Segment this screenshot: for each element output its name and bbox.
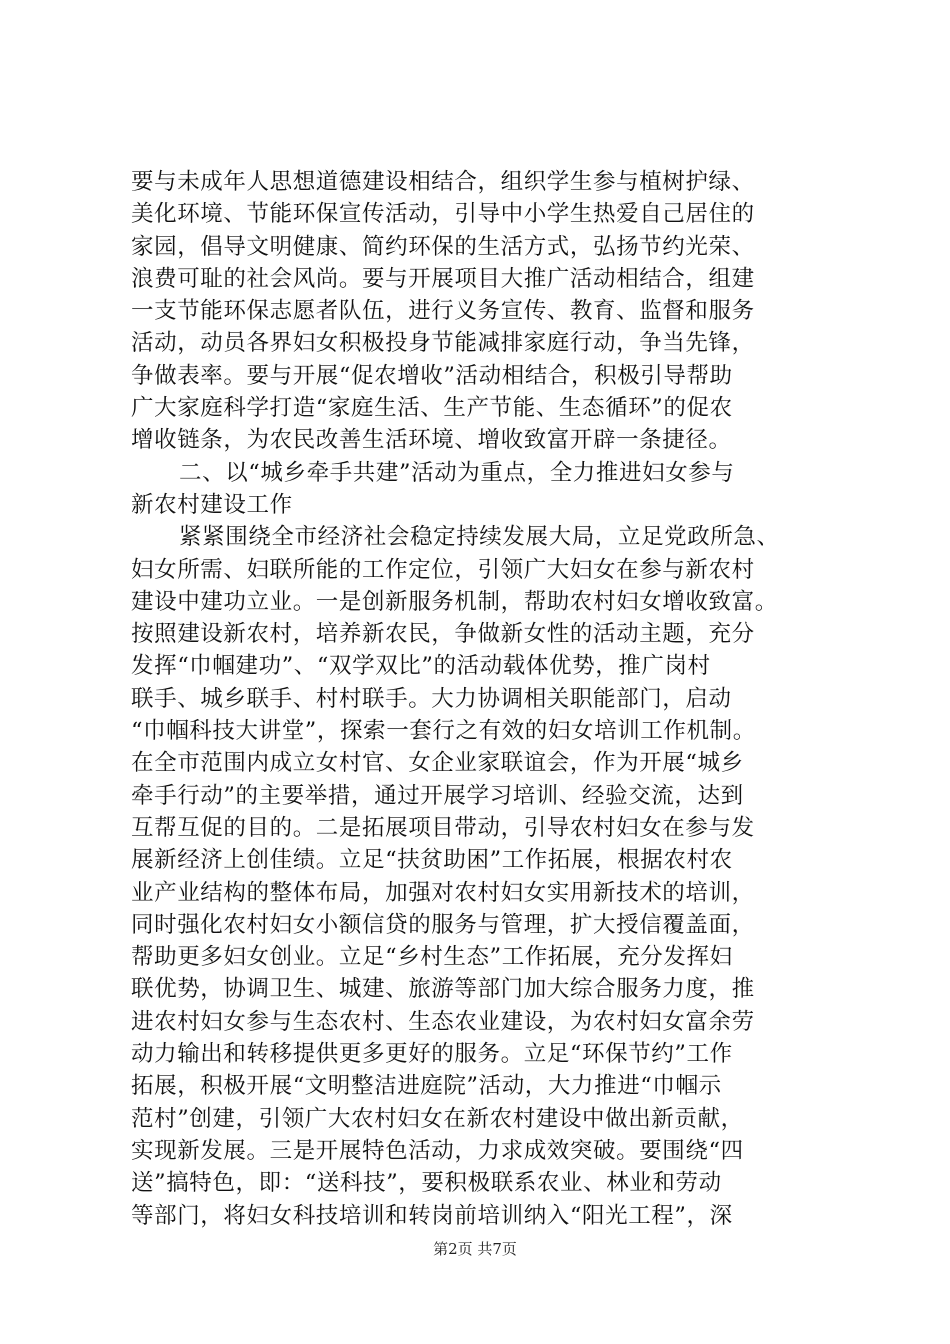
text-line: 广大家庭科学打造“家庭生活、生产节能、生态循环”的促农 xyxy=(131,395,733,422)
text-line: 等部门，将妇女科技培训和转岗前培训纳入“阳光工程”，深 xyxy=(131,1202,733,1229)
text-line: 联优势，协调卫生、城建、旅游等部门加大综合服务力度，推 xyxy=(131,976,755,1003)
text-line: 联手、城乡联手、村村联手。大力协调相关职能部门，启动 xyxy=(131,685,732,712)
text-line: 牵手行动”的主要举措，通过开展学习培训、经验交流，达到 xyxy=(131,782,744,809)
text-line: 拓展，积极开展“文明整洁进庭院”活动，大力推进“巾帼示 xyxy=(131,1073,722,1100)
text-line: 要与未成年人思想道德建设相结合，组织学生参与植树护绿、 xyxy=(131,169,755,195)
text-line: “巾帼科技大讲堂”，探索一套行之有效的妇女培训工作机制。 xyxy=(131,718,756,745)
text-line: 家园，倡导文明健康、简约环保的生活方式，弘扬节约光荣、 xyxy=(131,233,755,260)
text-line: 二、以“城乡牵手共建”活动为重点，全力推进妇女参与 xyxy=(179,459,735,486)
text-line: 建设中建功立业。一是创新服务机制，帮助农村妇女增收致富。 xyxy=(131,588,778,615)
text-line: 进农村妇女参与生态农村、生态农业建设，为农村妇女富余劳 xyxy=(131,1008,755,1035)
text-line: 妇女所需、妇联所能的工作定位，引领广大妇女在参与新农村 xyxy=(131,556,755,583)
text-line: 新农村建设工作 xyxy=(131,491,293,518)
text-line: 活动，动员各界妇女积极投身节能减排家庭行动，争当先锋， xyxy=(131,330,755,357)
text-line: 送”搞特色，即：“送科技”，要积极联系农业、林业和劳动 xyxy=(131,1170,722,1197)
text-line: 互帮互促的目的。二是拓展项目带动，引导农村妇女在参与发 xyxy=(131,814,755,841)
text-line: 一支节能环保志愿者队伍，进行义务宣传、教育、监督和服务 xyxy=(131,298,755,325)
text-line: 争做表率。要与开展“促农增收”活动相结合，积极引导帮助 xyxy=(131,362,733,389)
text-line: 动力输出和转移提供更多更好的服务。立足“环保节约”工作 xyxy=(131,1041,733,1068)
text-line: 发挥“巾帼建功”、“双学双比”的活动载体优势，推广岗村 xyxy=(131,653,711,680)
text-line: 业产业结构的整体布局，加强对农村妇女实用新技术的培训， xyxy=(131,879,755,906)
text-line: 实现新发展。三是开展特色活动，力求成效突破。要围绕“四 xyxy=(131,1137,744,1164)
text-line: 帮助更多妇女创业。立足“乡村生态”工作拓展，充分发挥妇 xyxy=(131,944,733,971)
page-footer: 第2页 共7页 xyxy=(433,1240,517,1258)
text-line: 展新经济上创佳绩。立足“扶贫助困”工作拓展，根据农村农 xyxy=(131,847,733,874)
text-line: 在全市范围内成立女村官、女企业家联谊会，作为开展“城乡 xyxy=(131,750,744,777)
text-line: 增收链条，为农民改善生活环境、增收致富开辟一条捷径。 xyxy=(131,427,732,454)
text-line: 浪费可耻的社会风尚。要与开展项目大推广活动相结合，组建 xyxy=(131,265,755,292)
text-line: 范村”创建，引领广大农村妇女在新农村建设中做出新贡献， xyxy=(131,1105,744,1132)
body-text xyxy=(131,166,831,1232)
text-line: 美化环境、节能环保宣传活动，引导中小学生热爱自己居住的 xyxy=(131,201,755,228)
text-line: 同时强化农村妇女小额信贷的服务与管理，扩大授信覆盖面， xyxy=(131,911,755,938)
text-line: 紧紧围绕全市经济社会稳定持续发展大局，立足党政所急、 xyxy=(179,524,780,551)
text-line: 按照建设新农村，培养新农民，争做新女性的活动主题，充分 xyxy=(131,621,755,648)
